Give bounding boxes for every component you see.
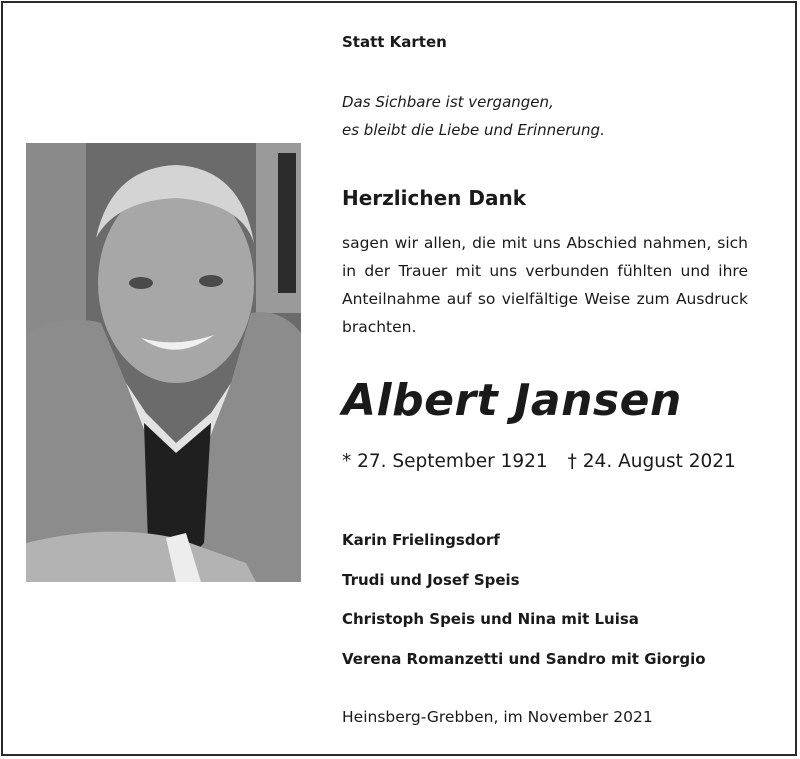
death-date: † 24. August 2021 [567,451,736,472]
deceased-name: Albert Jansen [342,375,682,426]
thanks-text: sagen wir allen, die mit uns Abschied nahmen, sich in der Trauer mit uns verbunden fühlten und ihre Anteilnahme auf so vielfältige Weise zum Ausdruck brachten. [342,234,748,336]
family-member: Christoph Speis und Nina mit Luisa [342,610,639,628]
place-and-date: Heinsberg-Grebben, im November 2021 [342,708,653,726]
family-member: Verena Romanzetti und Sandro mit Giorgio [342,649,706,668]
motto-line-1: Das Sichbare ist vergangen, [342,93,554,111]
thanks-title: Herzlichen Dank [342,186,527,210]
motto-line-2: es bleibt die Liebe und Erinnerung. [342,121,605,139]
statt-karten-label: Statt Karten [342,33,447,51]
motto [342,88,748,144]
life-dates [342,451,748,472]
birth-date: * 27. September 1921 [342,451,548,472]
family-member: Karin Frielingsdorf [342,531,500,549]
portrait-photo [26,143,301,582]
family-member: Trudi und Josef Speis [342,570,520,589]
family-list [342,528,748,686]
